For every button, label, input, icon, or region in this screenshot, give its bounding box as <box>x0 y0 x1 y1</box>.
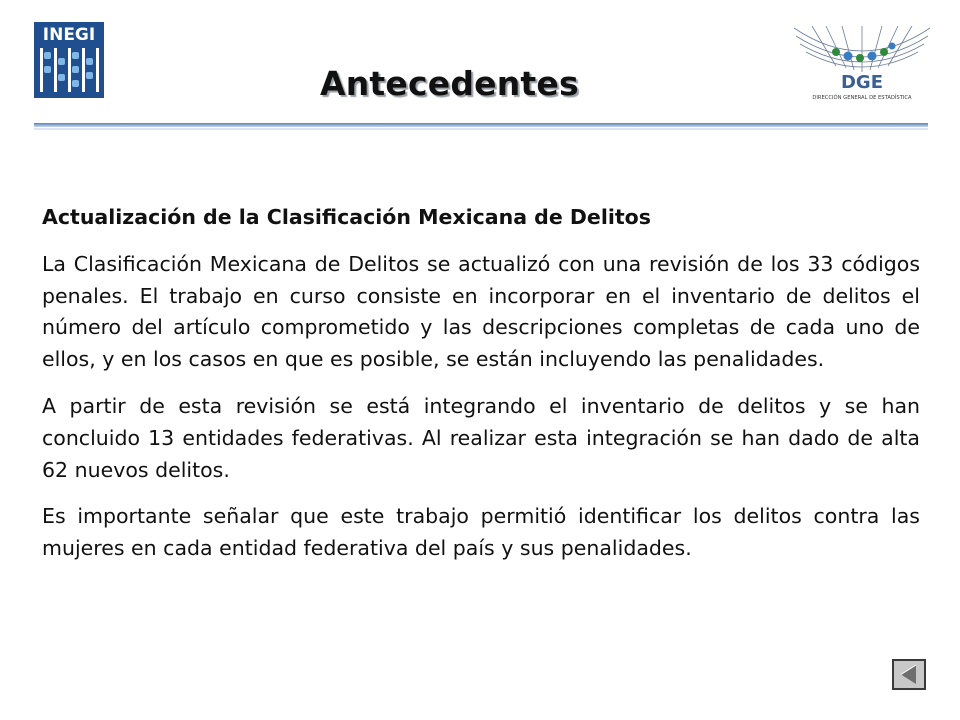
paragraph-1: La Clasificación Mexicana de Delitos se actualizó con una revisión de los 33 códigos penales. El trabajo en curso consiste en incorporar en el inventario de delitos el número del artículo comprometido y las descripciones completas de cada uno de ellos, y en los casos en que es posible, se están incluyendo las penalidades. <box>42 251 920 372</box>
header-divider <box>34 123 928 127</box>
paragraph-2: A partir de esta revisión se está integrando el inventario de delitos y se han concluido 13 entidades federativas. Al realizar esta integración se han dado de alta 62 nuevos delitos. <box>42 393 920 482</box>
inegi-logo <box>34 22 104 98</box>
svg-text:DGE: DGE <box>840 72 884 93</box>
page-title: Antecedentes <box>320 64 579 103</box>
slide-content <box>42 202 920 580</box>
back-button[interactable] <box>892 659 926 690</box>
section-heading: Actualización de la Clasificación Mexicana de Delitos <box>42 205 651 229</box>
left-triangle-icon <box>894 661 924 688</box>
header-divider-shadow <box>34 128 928 130</box>
svg-text:INEGI: INEGI <box>42 25 96 45</box>
paragraph-3: Es importante señalar que este trabajo permitió identificar los delitos contra las mujeres en cada entidad federativa del país y sus penalidades. <box>42 504 920 561</box>
svg-text:DIRECCIÓN GENERAL DE ESTADÍSTI: DIRECCIÓN GENERAL DE ESTADÍSTICA <box>812 95 912 101</box>
dge-logo <box>792 22 932 104</box>
